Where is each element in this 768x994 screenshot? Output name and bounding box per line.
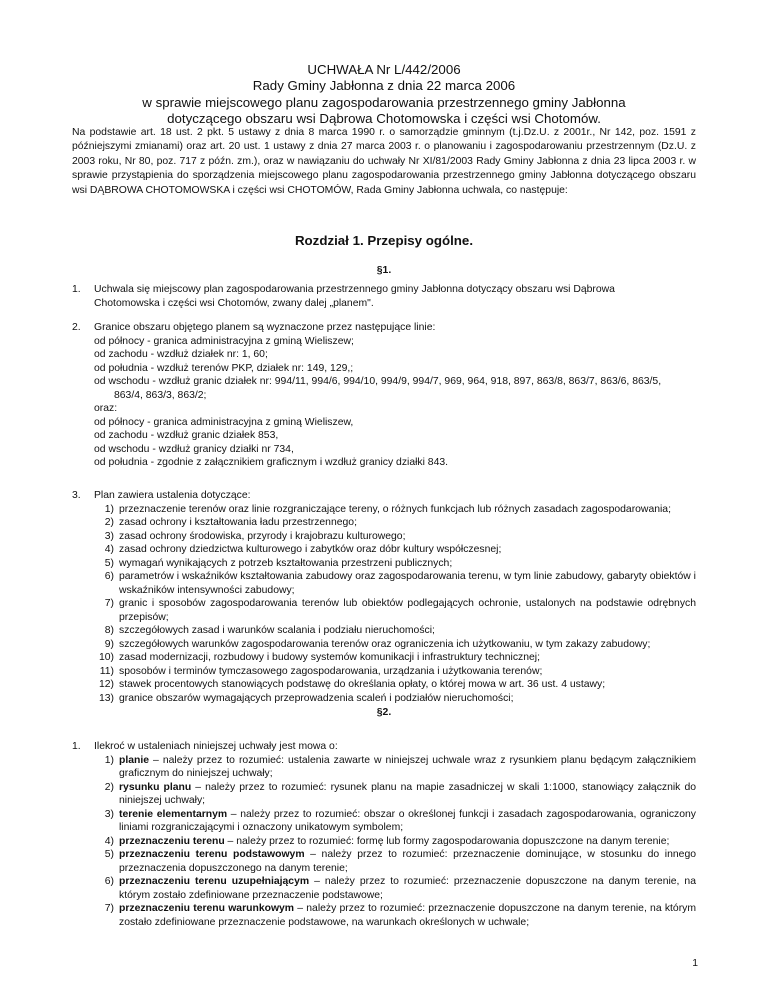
title-line-1: UCHWAŁA Nr L/442/2006 bbox=[307, 62, 461, 77]
list-item-number: 2) bbox=[104, 517, 114, 528]
section-number: 1. bbox=[72, 741, 81, 752]
section-text: Chotomowska i części wsi Chotomów, zwany dalej „planem". bbox=[94, 297, 374, 309]
title-line-2: Rady Gminy Jabłonna z dnia 22 marca 2006 bbox=[252, 78, 516, 94]
definition-text bbox=[119, 902, 696, 929]
definition-text bbox=[119, 754, 696, 781]
definition-item bbox=[94, 835, 696, 849]
definition-item bbox=[94, 848, 696, 875]
definitions-list bbox=[94, 754, 696, 930]
definition-text bbox=[119, 781, 696, 808]
list-item-number: 3) bbox=[104, 530, 114, 542]
definition-text bbox=[119, 875, 696, 902]
boundary-line: od wschodu - wzdłuż granicy działki nr 734, bbox=[94, 443, 294, 455]
definition-text bbox=[119, 835, 696, 849]
list-item bbox=[94, 638, 696, 652]
list-item bbox=[94, 651, 696, 665]
list-item-text: zasad ochrony środowiska, przyrody i krajobrazu kulturowego; bbox=[119, 530, 406, 542]
list-item-text: parametrów i wskaźników kształtowania zabudowy oraz zagospodarowania terenu, w tym linie zabudowy, gabaryty obiektów i wskaźników intensywności zabudowy; bbox=[119, 571, 696, 596]
boundary-line: od południa - zgodnie z załącznikiem graficznym i wzdłuż granicy działki 843. bbox=[94, 457, 449, 468]
section-text: Uchwala się miejscowy plan zagospodarowania przestrzennego gminy Jabłonna dotyczący obszaru wsi Dąbrowa bbox=[94, 284, 615, 295]
section-2-1 bbox=[72, 740, 696, 929]
definition-item bbox=[94, 754, 696, 781]
list-item-number: 4) bbox=[104, 544, 114, 555]
definition-item bbox=[94, 902, 696, 929]
list-item bbox=[94, 597, 696, 624]
section-number: 3. bbox=[72, 490, 81, 501]
section-lead: Plan zawiera ustalenia dotyczące: bbox=[94, 490, 251, 501]
list-item bbox=[94, 543, 696, 557]
page-number: 1 bbox=[692, 958, 698, 969]
provisions-list bbox=[94, 503, 696, 706]
list-item-text: sposobów i terminów tymczasowego zagospodarowania, urządzania i użytkowania terenów; bbox=[119, 665, 543, 677]
list-item-number: 10) bbox=[98, 652, 114, 663]
list-item-number: 6) bbox=[104, 571, 114, 582]
paragraph-heading-2: §2. bbox=[376, 707, 392, 718]
definition-body: – należy przez to rozumieć: formę lub formy zagospodarowania dopuszczone na danym terenie; bbox=[224, 835, 670, 847]
definition-item bbox=[94, 875, 696, 902]
boundary-line-continued: 863/4, 863/3, 863/2; bbox=[114, 389, 207, 401]
paragraph-heading-1: §1. bbox=[376, 265, 392, 276]
definition-text bbox=[119, 808, 696, 835]
list-item-text: wymagań wynikających z potrzeb kształtowania przestrzeni publicznych; bbox=[119, 557, 453, 569]
list-item-text: zasad ochrony i kształtowania ładu przestrzennego; bbox=[119, 517, 357, 528]
section-number: 1. bbox=[72, 284, 81, 295]
list-item-number: 11) bbox=[99, 665, 114, 677]
list-item-text: granice obszarów wymagających przeprowadzenia scaleń i podziałów nieruchomości; bbox=[119, 692, 514, 704]
list-item bbox=[94, 624, 696, 638]
definition-item bbox=[94, 781, 696, 808]
section-1-2 bbox=[72, 321, 696, 470]
list-item bbox=[94, 503, 696, 517]
definition-text bbox=[119, 848, 696, 875]
title-line-3: w sprawie miejscowego planu zagospodarowania przestrzennego gminy Jabłonna bbox=[142, 94, 626, 110]
list-item-number: 5) bbox=[104, 557, 114, 569]
definition-body: – należy przez to rozumieć: rysunek planu na mapie zasadniczej w skali 1:1000, stanowiący załącznik do niniejszej uchwały; bbox=[119, 781, 696, 806]
boundary-line: od zachodu - wzdłuż działek nr: 1, 60; bbox=[94, 349, 268, 360]
list-item-number: 8) bbox=[104, 625, 114, 636]
definition-term: rysunku planu bbox=[119, 781, 192, 793]
definition-term: terenie elementarnym bbox=[119, 808, 228, 820]
list-item bbox=[94, 678, 696, 692]
boundary-line: oraz: bbox=[94, 403, 118, 414]
intro-paragraph: Na podstawie art. 18 ust. 2 pkt. 5 ustawy z dnia 8 marca 1990 r. o samorządzie gminnym (t.j.Dz.U. z 2001r., Nr 142, poz. 1591 z późniejszymi zmianami) oraz art. 20 ust. 1 ustawy z dnia 27 marca 2003 r. o planowaniu i zagospodarowaniu przestrzennym (Dz.U. z 2003 roku, Nr 80, poz. 717 z późn. zm.), oraz w nawiązaniu do uchwały Nr XI/81/2003 Rady Gminy Jabłonna z dnia 23 lipca 2003 r. w sprawie przystąpienia do sporządzenia miejscowego planu zagospodarowania przestrzennego gminy Jabłonna dotyczącego obszaru wsi DĄBROWA CHOTOMOWSKA i części wsi CHOTOMÓW, Rada Gminy Jabłonna uchwala, co następuje: bbox=[72, 127, 696, 196]
list-item-text: zasad modernizacji, rozbudowy i budowy systemów komunikacji i infrastruktury technicznej; bbox=[119, 652, 540, 663]
boundary-line: od południa - wzdłuż terenów PKP, działek nr: 149, 129,; bbox=[94, 362, 354, 374]
list-item-number: 1) bbox=[104, 503, 114, 515]
definition-body: – należy przez to rozumieć: ustalenia zawarte w niniejszej uchwale wraz z rysunkiem planu będącym załącznikiem graficznym do niniejszej uchwały; bbox=[119, 754, 696, 779]
section-1-3 bbox=[72, 489, 696, 705]
chapter-heading: Rozdział 1. Przepisy ogólne. bbox=[294, 233, 474, 248]
list-item bbox=[94, 516, 696, 530]
definition-body: – należy przez to rozumieć: przeznaczenie dopuszczone na danym terenie, na którym zostało zdefiniowane przeznaczenie podstawowe, na warunkach określonych w uchwale; bbox=[119, 903, 696, 928]
list-item-text: zasad ochrony dziedzictwa kulturowego i zabytków oraz dóbr kultury współczesnej; bbox=[119, 544, 502, 555]
definition-item bbox=[94, 808, 696, 835]
section-number: 2. bbox=[72, 322, 81, 333]
definition-term: przeznaczeniu terenu podstawowym bbox=[119, 849, 305, 860]
section-lead: Ilekroć w ustaleniach niniejszej uchwały jest mowa o: bbox=[94, 741, 338, 752]
definition-term: przeznaczeniu terenu uzupełniającym bbox=[119, 876, 310, 887]
section-1-1 bbox=[72, 283, 696, 310]
list-item-text: przeznaczenie terenów oraz linie rozgraniczające tereny, o różnych funkcjach lub różnych zasadach zagospodarowania; bbox=[119, 503, 671, 515]
list-item bbox=[94, 665, 696, 679]
definition-term: przeznaczeniu terenu bbox=[119, 835, 225, 847]
list-item-number: 13) bbox=[98, 692, 114, 704]
definition-body: – należy przez to rozumieć: przeznaczenie dominujące, w stosunku do innego przeznaczenia dopuszczonego na danym terenie; bbox=[119, 849, 697, 874]
boundary-line: Granice obszaru objętego planem są wyznaczone przez następujące linie: bbox=[94, 322, 436, 333]
definition-body: – należy przez to rozumieć: przeznaczenie dopuszczone na danym terenie, na którym zostało zdefiniowane przeznaczenie podstawowe; bbox=[119, 876, 696, 901]
boundary-line: od północy - granica administracyjna z gminą Wieliszew, bbox=[94, 416, 354, 428]
definition-number: 1) bbox=[104, 754, 114, 766]
definition-term: planie bbox=[119, 754, 150, 766]
definition-number: 4) bbox=[104, 835, 114, 847]
list-item-number: 7) bbox=[104, 598, 114, 609]
list-item bbox=[94, 530, 696, 544]
definition-number: 3) bbox=[104, 808, 114, 820]
list-item bbox=[94, 557, 696, 571]
list-item-text: szczegółowych warunków zagospodarowania terenów oraz ograniczenia ich użytkowaniu, w tym zakazy zabudowy; bbox=[119, 638, 651, 650]
boundary-line: od zachodu - wzdłuż granic działek 853, bbox=[94, 430, 279, 441]
list-item-number: 9) bbox=[104, 638, 114, 650]
list-item bbox=[94, 692, 696, 706]
title-line-4: dotyczącego obszaru wsi Dąbrowa Chotomowska i części wsi Chotomów. bbox=[167, 110, 601, 126]
list-item-text: granic i sposobów zagospodarowania terenów lub obiektów podlegających ochronie, ustalonych na podstawie odrębnych przepisów; bbox=[119, 598, 696, 623]
definition-term: przeznaczeniu terenu warunkowym bbox=[119, 903, 295, 914]
list-item-text: szczegółowych zasad i warunków scalania i podziału nieruchomości; bbox=[119, 625, 435, 636]
boundary-line: od północy - granica administracyjna z gminą Wieliszew; bbox=[94, 335, 354, 347]
definition-number: 7) bbox=[104, 903, 114, 914]
list-item bbox=[94, 570, 696, 597]
definition-number: 5) bbox=[104, 849, 114, 860]
definition-number: 6) bbox=[104, 876, 114, 887]
boundary-line: od wschodu - wzdłuż granic działek nr: 994/11, 994/6, 994/10, 994/9, 994/7, 969, 964, 918, 897, 863/8, 863/7, 863/6, 863/5, bbox=[94, 376, 662, 387]
list-item-text: stawek procentowych stanowiących podstawę do określania opłaty, o której mowa w art. 36 ust. 4 ustawy; bbox=[119, 679, 606, 690]
definition-body: – należy przez to rozumieć: obszar o określonej funkcji i zasadach zagospodarowania, ograniczony liniami rozgraniczającymi i oznaczony unikatowym symbolem; bbox=[119, 808, 697, 833]
definition-number: 2) bbox=[104, 781, 114, 793]
list-item-number: 12) bbox=[98, 679, 114, 690]
document-title bbox=[0, 62, 768, 127]
